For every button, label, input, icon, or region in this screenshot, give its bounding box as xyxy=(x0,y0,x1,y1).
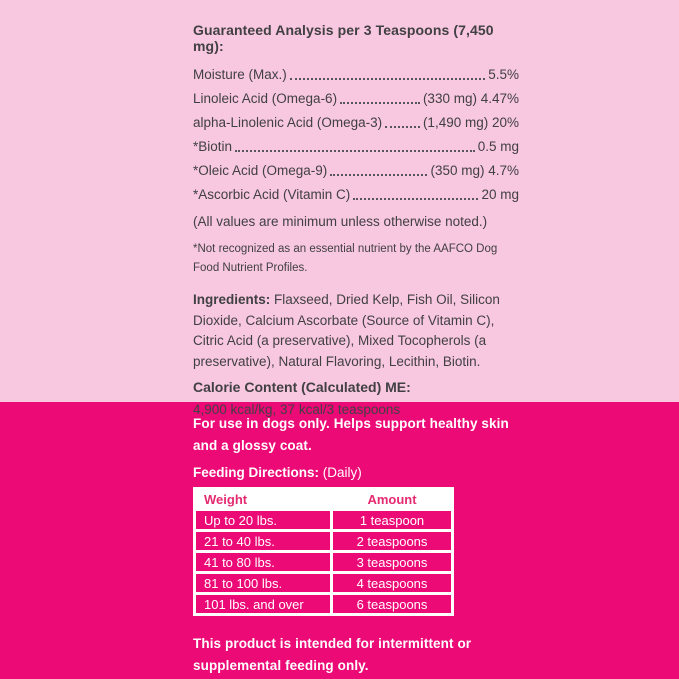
ingredients-label: Ingredients: xyxy=(193,292,271,307)
calorie-content-values: 4,900 kcal/kg, 37 kcal/3 teaspoons xyxy=(193,402,401,417)
weight-cell: 81 to 100 lbs. xyxy=(195,573,332,594)
dotted-leader xyxy=(235,140,475,152)
weight-cell: Up to 20 lbs. xyxy=(195,510,332,531)
feeding-table-row xyxy=(195,510,453,531)
row-label: Linoleic Acid (Omega-6) xyxy=(193,91,338,106)
analysis-row-oleic-acid xyxy=(193,164,519,178)
feeding-table-row xyxy=(195,594,453,615)
row-label: *Oleic Acid (Omega-9) xyxy=(193,163,328,178)
feeding-frequency: (Daily) xyxy=(322,465,362,480)
aafco-footnote: *Not recognized as an essential nutrient by the AAFCO Dog Food Nutrient Profiles. xyxy=(193,243,498,274)
amount-cell: 3 teaspoons xyxy=(332,552,453,573)
ingredients-text: Flaxseed, Dried Kelp, Fish Oil, Silicon Dioxide, Calcium Ascorbate (Source of Vitamin C), Citric Acid (a preservative), Mixed Tocopherols (a preservative), Natural Flavoring, Lecithin, Biotin. xyxy=(193,292,500,369)
weight-cell: 41 to 80 lbs. xyxy=(195,552,332,573)
row-value: 0.5 mg xyxy=(477,139,519,154)
row-label: Moisture (Max.) xyxy=(193,67,287,82)
row-label: alpha-Linolenic Acid (Omega-3) xyxy=(193,115,383,130)
ingredients-paragraph xyxy=(193,290,519,372)
feeding-directions-panel xyxy=(0,402,679,679)
row-label: *Ascorbic Acid (Vitamin C) xyxy=(193,187,351,202)
row-value: 20 mg xyxy=(481,187,519,202)
dotted-leader xyxy=(353,188,478,200)
feeding-table-row xyxy=(195,573,453,594)
row-value: (350 mg) 4.7% xyxy=(430,163,519,178)
usage-statement: For use in dogs only. Helps support healthy skin and a glossy coat. xyxy=(193,416,509,453)
weight-cell: 21 to 40 lbs. xyxy=(195,531,332,552)
intermittent-feeding-disclaimer: This product is intended for intermittent or supplemental feeding only. xyxy=(193,636,472,673)
amount-cell: 6 teaspoons xyxy=(332,594,453,615)
analysis-row-alpha-linolenic-acid xyxy=(193,116,519,130)
amount-column-header: Amount xyxy=(332,489,453,510)
row-value: (1,490 mg) 20% xyxy=(422,115,519,130)
minimum-values-note: (All values are minimum unless otherwise noted.) xyxy=(193,214,488,229)
feeding-table-row xyxy=(195,531,453,552)
feeding-table xyxy=(193,487,454,616)
row-value: (330 mg) 4.47% xyxy=(422,91,519,106)
feeding-directions-label: Feeding Directions: xyxy=(193,465,320,480)
row-label: *Biotin xyxy=(193,139,233,154)
dotted-leader xyxy=(385,116,420,128)
amount-cell: 4 teaspoons xyxy=(332,573,453,594)
feeding-directions-heading xyxy=(193,465,679,481)
analysis-row-ascorbic-acid xyxy=(193,188,519,202)
analysis-row-moisture xyxy=(193,68,519,82)
dotted-leader xyxy=(290,68,485,80)
row-value: 5.5% xyxy=(488,67,519,82)
analysis-row-linoleic-acid xyxy=(193,92,519,106)
calorie-content-heading: Calorie Content (Calculated) ME: xyxy=(193,379,411,395)
dotted-leader xyxy=(340,92,420,104)
amount-cell: 1 teaspoon xyxy=(332,510,453,531)
analysis-row-biotin xyxy=(193,140,519,154)
weight-cell: 101 lbs. and over xyxy=(195,594,332,615)
weight-column-header: Weight xyxy=(195,489,332,510)
amount-cell: 2 teaspoons xyxy=(332,531,453,552)
feeding-table-header-row xyxy=(195,489,453,510)
dotted-leader xyxy=(330,164,427,176)
feeding-table-row xyxy=(195,552,453,573)
guaranteed-analysis-heading: Guaranteed Analysis per 3 Teaspoons (7,450 mg): xyxy=(193,22,494,54)
